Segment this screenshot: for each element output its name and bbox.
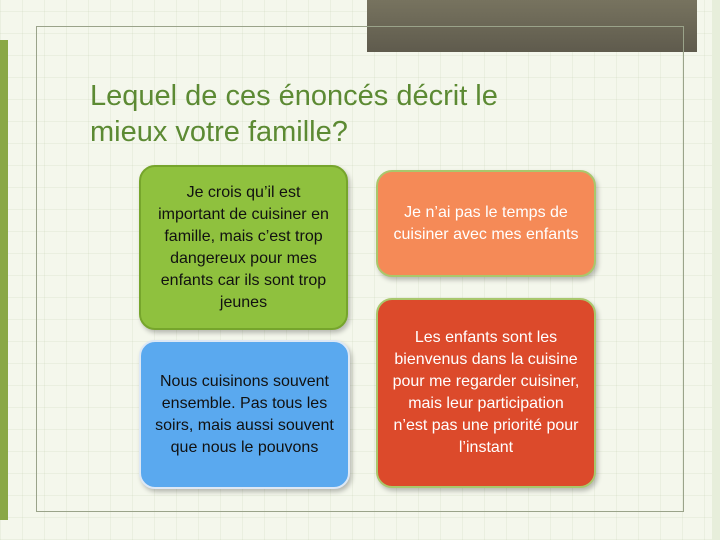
option-text-blue: Nous cuisinons souvent ensemble. Pas tous les soirs, mais aussi souvent que nous le pouvons: [155, 372, 334, 456]
option-box-red[interactable]: [376, 298, 596, 488]
option-text-green: Je crois qu’il est important de cuisiner en famille, mais c’est trop dangereux pour mes enfants car ils sont trop jeunes: [158, 183, 329, 311]
option-box-orange[interactable]: [376, 170, 596, 277]
option-text-orange: Je n’ai pas le temps de cuisiner avec mes enfants: [393, 203, 579, 243]
option-text-red: Les enfants sont les bienvenus dans la cuisine pour me regarder cuisiner, mais leur participation n’est pas une priorité pour l’instant: [392, 329, 580, 456]
slide-title: Lequel de ces énoncés décrit le mieux votre famille?: [90, 80, 498, 148]
decorative-right-edge: [712, 0, 720, 540]
option-box-blue[interactable]: [139, 340, 350, 489]
decorative-left-bar: [0, 40, 8, 520]
option-box-green[interactable]: [139, 165, 348, 330]
